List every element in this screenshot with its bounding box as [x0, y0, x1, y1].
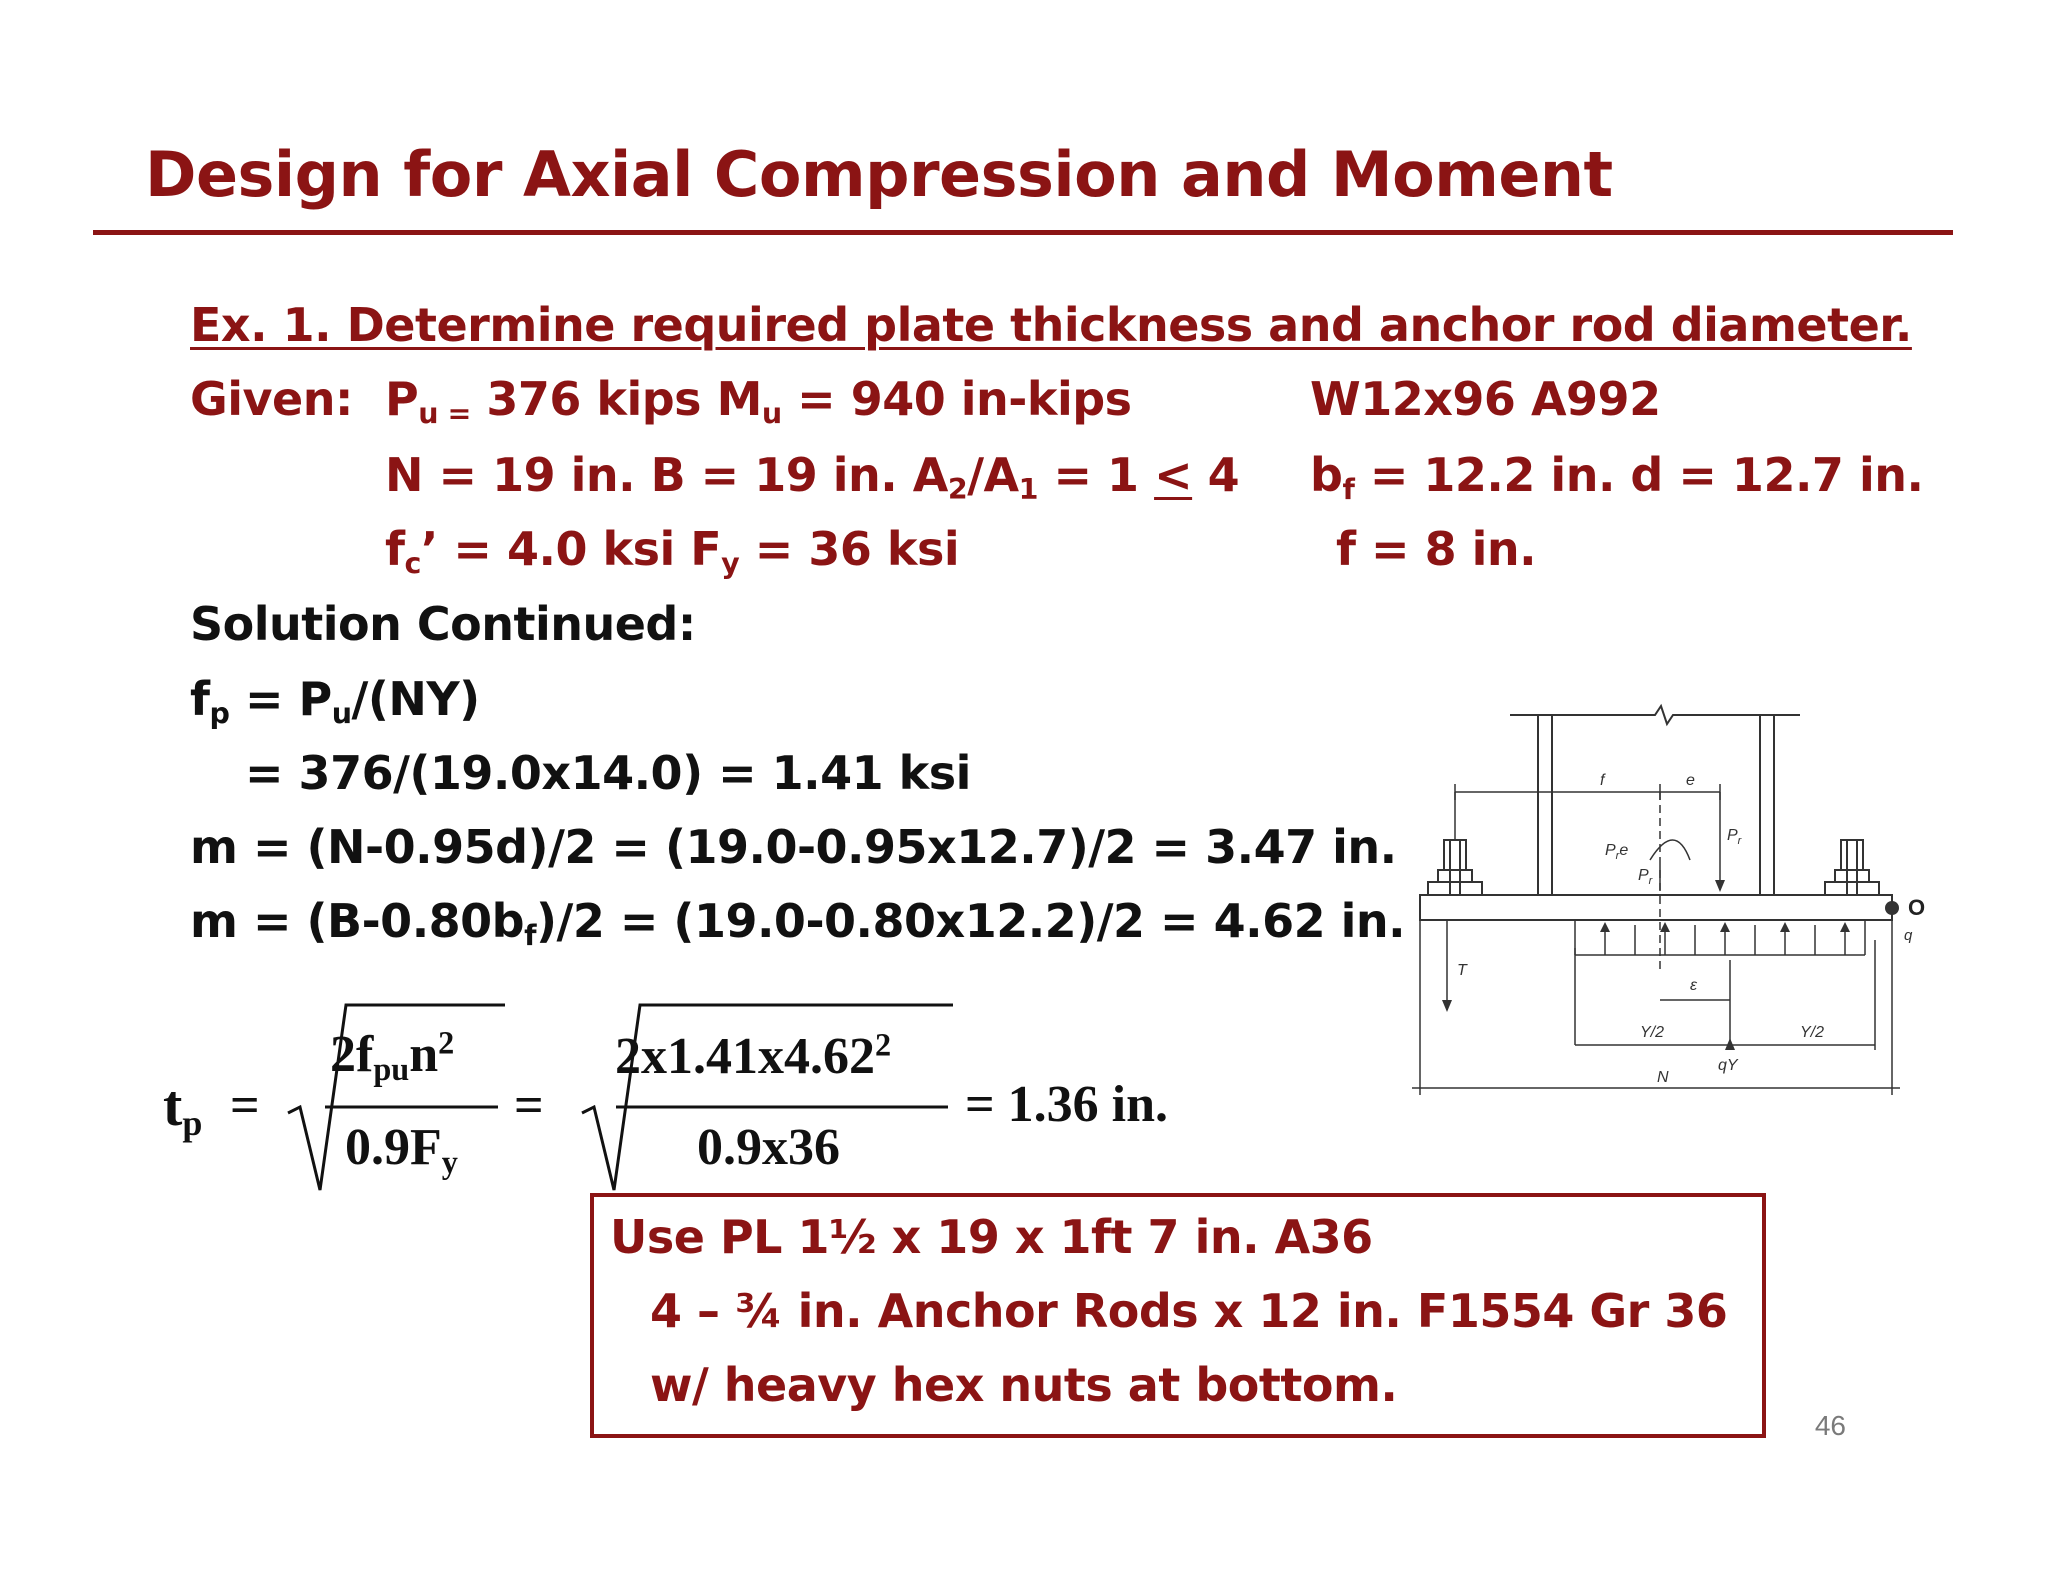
slide-title: Design for Axial Compression and Moment — [145, 138, 1613, 211]
label-e: e — [1686, 772, 1695, 789]
label-pr: $P_r$ — [1727, 827, 1742, 847]
given-line-3: $f_c$’ = 4.0 ksi $F_y = 36$ ksi — [385, 522, 960, 580]
eq-sign-1: = — [230, 1077, 260, 1134]
tp-result: = 1.36 in. — [965, 1076, 1168, 1133]
given-f: f = 8 in. — [1336, 522, 1537, 576]
den-1: $0.9F_y$ — [345, 1119, 458, 1181]
label-y2-right: Y/2 — [1800, 1024, 1825, 1041]
given-dimensions: $b_f = 12.2$ in. d = 12.7 in. — [1310, 448, 1924, 506]
label-qy: qY — [1718, 1057, 1738, 1074]
num-1: $2f_{pu}n^2$ — [330, 1024, 455, 1088]
fp-formula: $f_p = P_u/(NY)$ — [190, 672, 480, 730]
label-n: N — [1657, 1069, 1669, 1086]
m-formula-1: m = (N-0.95d)/2 = (19.0-0.95x12.7)/2 = 3.47 in. — [190, 820, 1397, 874]
den-2: 0.9x36 — [697, 1119, 840, 1176]
answer-line-1: Use PL 1½ x 19 x 1ft 7 in. A36 — [610, 1210, 1373, 1264]
solution-label: Solution Continued: — [190, 597, 696, 651]
label-epsilon: ε — [1690, 977, 1698, 994]
given-section: W12x96 A992 — [1310, 372, 1661, 426]
eq-sign-2: = — [514, 1077, 544, 1134]
label-y2-left: Y/2 — [1640, 1024, 1665, 1041]
num-2: 2x1.41x4.62$^2$ — [615, 1026, 892, 1085]
answer-line-2: 4 – ¾ in. Anchor Rods x 12 in. F1554 Gr 36 — [650, 1284, 1728, 1338]
label-f: f — [1600, 772, 1605, 789]
given-line-2: N = 19 in. B = 19 in. $A_2/A_1 = 1 < 4$ — [385, 448, 1240, 506]
fp-value: = 376/(19.0x14.0) = 1.41 ksi — [245, 746, 971, 800]
answer-line-3: w/ heavy hex nuts at bottom. — [650, 1358, 1398, 1412]
label-pre: $P_re$ — [1605, 842, 1629, 862]
label-t: T — [1457, 962, 1467, 979]
base-plate-diagram — [1400, 700, 1960, 1110]
label-q: q — [1904, 927, 1913, 944]
label-o: O — [1908, 895, 1926, 920]
m-formula-2: $m = (B-0.80b_f)/2 = (19.0-0.80x12.2)/2 = 4.62$ in. — [190, 894, 1406, 952]
example-heading: Ex. 1. Determine required plate thickness and anchor rod diameter. — [190, 298, 1912, 352]
title-divider — [93, 230, 1953, 235]
given-label: Given: — [190, 372, 353, 426]
page-number: 46 — [1814, 1410, 1846, 1441]
given-line-1: $P_{u =}$ 376 kips $M_u = 940$ in-kips — [385, 372, 1132, 430]
tp-lhs: $t_p$ — [163, 1073, 203, 1144]
label-pr-2: $P_r$ — [1638, 867, 1653, 887]
